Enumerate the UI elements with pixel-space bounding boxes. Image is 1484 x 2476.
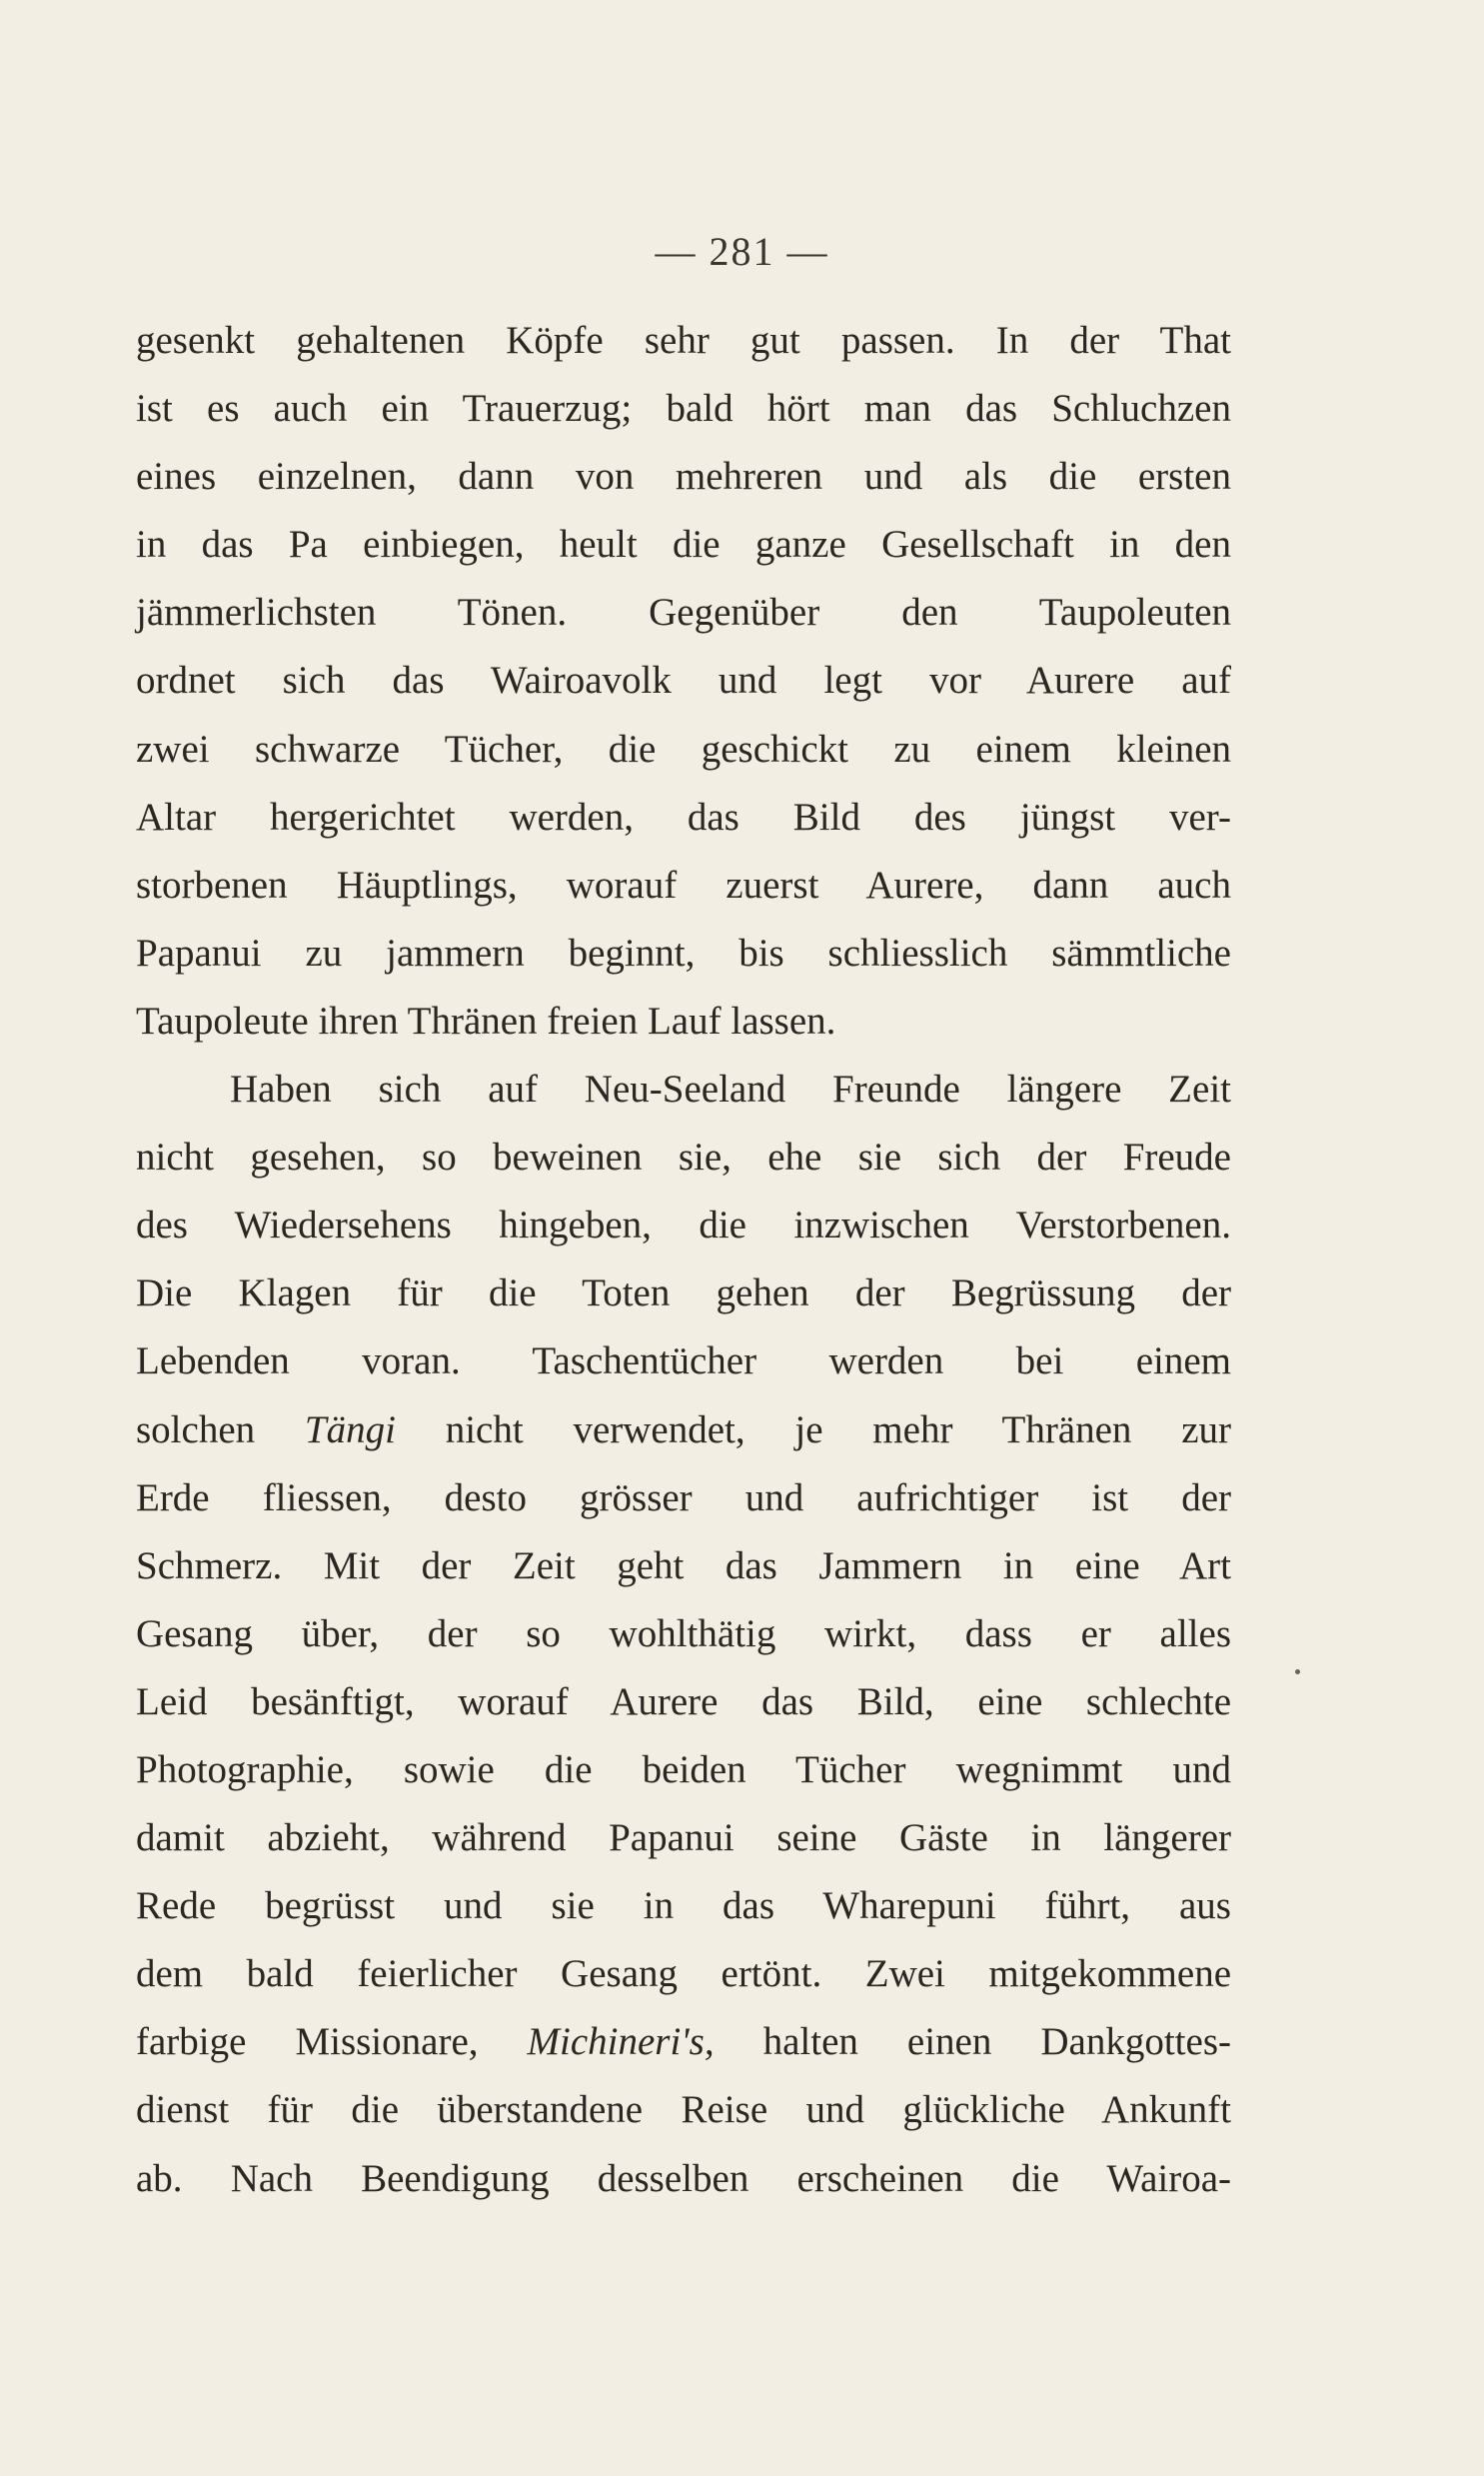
text-line: dienst für die überstandene Reise und glückliche Ankunft <box>136 2088 1231 2132</box>
text-line: damit abzieht, während Papanui seine Gäste in längerer <box>136 1816 1231 1860</box>
text-line: gesenkt gehaltenen Köpfe sehr gut passen. In der That <box>136 319 1231 362</box>
text-line: Altar hergerichtet werden, das Bild des jüngst ver- <box>136 795 1231 839</box>
text-segment: farbige Missionare, <box>136 2020 528 2064</box>
text-line: dem bald feierlicher Gesang ertönt. Zwei mitgekommene <box>136 1952 1231 1996</box>
text-line: Photographie, sowie die beiden Tücher wegnimmt und <box>136 1747 1231 1791</box>
text-line: Leid besänftigt, worauf Aurere das Bild, eine schlechte <box>136 1679 1231 1723</box>
text-line: storbenen Häuptlings, worauf zuerst Aurere, dann auch <box>136 863 1231 907</box>
text-line: Schmerz. Mit der Zeit geht das Jammern in eine Art <box>136 1543 1231 1587</box>
text-line <box>136 1396 1231 1464</box>
text-line: Lebenden voran. Taschentücher werden bei einem <box>136 1339 1231 1383</box>
italic-term: Tängi <box>304 1407 396 1451</box>
text-line: in das Pa einbiegen, heult die ganze Gesellschaft in den <box>136 523 1231 567</box>
text-segment: halten einen Dankgottes- <box>714 2020 1231 2064</box>
text-line: ab. Nach Beendigung desselben erscheinen die Wairoa- <box>136 2156 1231 2200</box>
text-line: Rede begrüsst und sie in das Wharepuni führt, aus <box>136 1884 1231 1928</box>
text-line: ist es auch ein Trauerzug; bald hört man das Schluchzen <box>136 387 1231 431</box>
italic-term: Michineri's, <box>527 2020 715 2064</box>
text-line: jämmerlichsten Tönen. Gegenüber den Taupoleuten <box>136 591 1231 635</box>
text-line: Haben sich auf Neu-Seeland Freunde längere Zeit <box>230 1068 1231 1112</box>
text-line: Papanui zu jammern beginnt, bis schliesslich sämmtliche <box>136 931 1231 975</box>
page-number: — 281 — <box>655 229 829 274</box>
text-line: Die Klagen für die Toten gehen der Begrüssung der <box>136 1271 1231 1315</box>
text-line: zwei schwarze Tücher, die geschickt zu einem kleinen <box>136 727 1231 771</box>
paper-speck <box>1295 1669 1300 1674</box>
text-line <box>136 2008 1231 2076</box>
text-line: nicht gesehen, so beweinen sie, ehe sie sich der Freude <box>136 1136 1231 1180</box>
text-segment: solchen <box>136 1407 305 1451</box>
body-text <box>136 307 1231 2213</box>
text-segment: nicht verwendet, je mehr Thränen zur <box>395 1407 1231 1451</box>
text-line: ordnet sich das Wairoavolk und legt vor Aurere auf <box>136 659 1231 703</box>
text-line: des Wiedersehens hingeben, die inzwischen Verstorbenen. <box>136 1204 1231 1247</box>
text-line: Gesang über, der so wohlthätig wirkt, dass er alles <box>136 1611 1231 1655</box>
text-line: Taupoleute ihren Thränen freien Lauf lassen. <box>136 999 836 1043</box>
text-line: Erde fliessen, desto grösser und aufrichtiger ist der <box>136 1475 1231 1519</box>
text-line: eines einzelnen, dann von mehreren und als die ersten <box>136 455 1231 499</box>
